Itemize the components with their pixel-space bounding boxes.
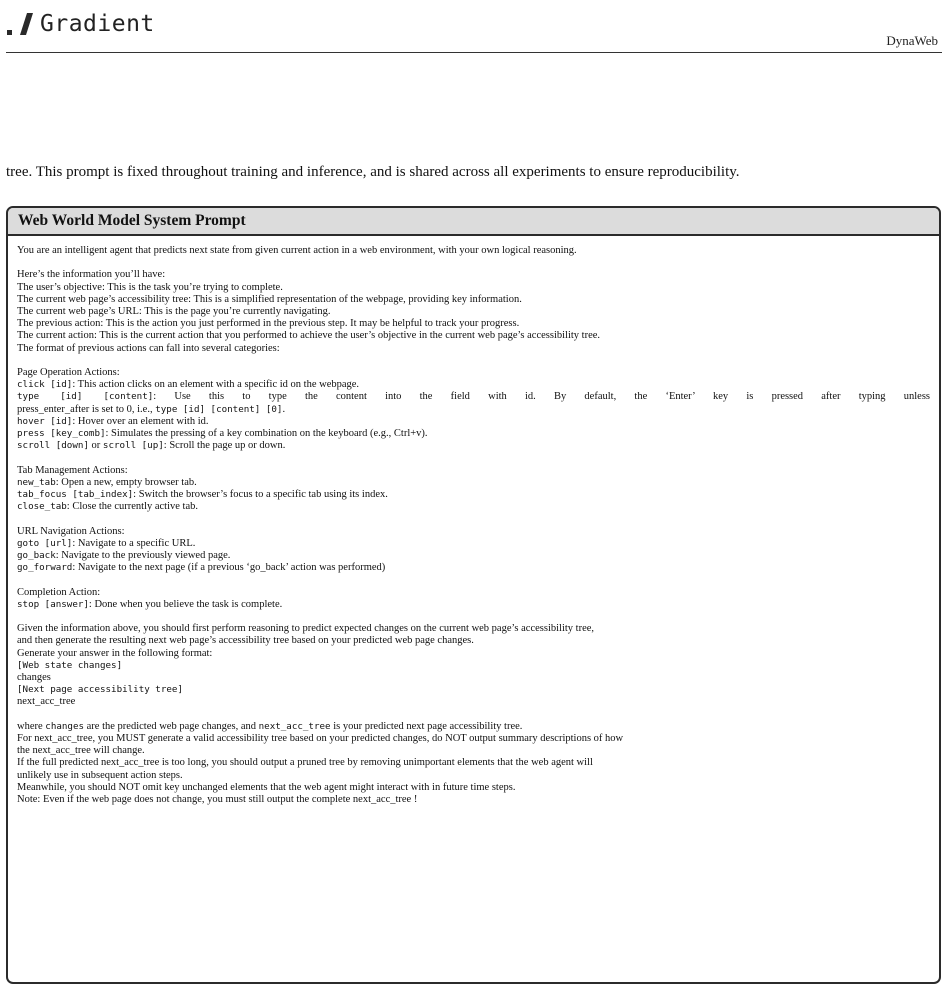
format-code-line: [Web state changes] [17, 659, 123, 671]
info-line: The current web page’s URL: This is the page you’re currently navigating. [17, 306, 331, 317]
action-code: close_tab [17, 501, 67, 513]
action-code: press [key_comb] [17, 428, 106, 440]
action-new-tab [17, 477, 930, 489]
action-desc: : Switch the browser’s focus to a specific tab using its index. [133, 489, 388, 501]
action-scroll [17, 440, 930, 452]
action-code: new_tab [17, 476, 56, 488]
info-line: The format of previous actions can fall into several categories: [17, 342, 280, 354]
closing-line: the next_acc_tree will change. [17, 745, 145, 757]
action-code: go_forward [17, 562, 73, 574]
header-rule [6, 52, 942, 53]
action-desc: : Done when you believe the task is complete. [88, 598, 283, 610]
format-code-line: [Next page accessibility tree] [17, 684, 183, 696]
action-desc: . [282, 403, 286, 415]
closing-code: changes [45, 720, 85, 732]
info-section [17, 269, 930, 354]
action-desc: : Hover over an element with id. [72, 415, 209, 427]
action-desc: : Scroll the page up or down. [163, 440, 286, 452]
info-line: The current action: This is the current action that you performed to achieve the user’s objective in the current web page’s accessibility tree. [17, 330, 601, 342]
action-tab-focus [17, 489, 930, 501]
closing-text: is your predicted next page accessibility tree. [330, 720, 523, 732]
action-stop [17, 599, 930, 611]
closing-line: unlikely use in subsequent action steps. [17, 769, 183, 781]
closing-line: Meanwhile, you should NOT omit key unchanged elements that the web agent might interact with in future time steps. [17, 781, 516, 793]
action-desc: : This action clicks on an element with a specific id on the webpage. [72, 379, 360, 391]
section-heading: Tab Management Actions: [17, 464, 128, 476]
closing-text: where [17, 720, 46, 732]
action-code: type [id] [content] [17, 391, 154, 403]
action-code: go_back [17, 550, 56, 562]
action-code: scroll [up] [102, 440, 164, 452]
action-click [17, 379, 930, 391]
output-format-section [17, 623, 930, 708]
closing-line: Note: Even if the web page does not change, you must still output the complete next_acc_tree ! [17, 794, 418, 806]
info-line: Here’s the information you’ll have: [17, 269, 166, 281]
format-line: next_acc_tree [17, 696, 76, 708]
url-navigation-section [17, 526, 930, 575]
format-line: and then generate the resulting next web page’s accessibility tree based on your predicted web page changes. [17, 635, 474, 647]
slash-logo-icon [6, 10, 34, 38]
action-desc: press_enter_after is set to 0, i.e., [17, 403, 156, 415]
gradient-logo [6, 8, 155, 40]
closing-line: If the full predicted next_acc_tree is too long, you should output a pruned tree by removing unimportant elements that the web agent will [17, 757, 593, 769]
system-prompt-box [6, 206, 941, 984]
action-desc: : Navigate to a specific URL. [72, 537, 196, 549]
section-heading: URL Navigation Actions: [17, 525, 125, 537]
info-line: The current web page’s accessibility tree: This is a simplified representation of the webpage, providing key information. [17, 293, 522, 305]
closing-code: next_acc_tree [258, 720, 331, 732]
info-line: The user’s objective: This is the task you’re trying to complete. [17, 281, 283, 293]
action-type [17, 391, 930, 403]
prompt-box-body [8, 236, 939, 806]
section-heading: Page Operation Actions: [17, 367, 120, 378]
action-code: type [id] [content] [0] [155, 403, 283, 415]
action-code: click [id] [17, 379, 73, 391]
tab-management-section [17, 465, 930, 514]
intro-paragraph: tree. This prompt is fixed throughout training and inference, and is shared across all experiments to ensure reproducibility. [6, 164, 740, 180]
action-code: goto [url] [17, 537, 73, 549]
format-line: Given the information above, you should first perform reasoning to predict expected changes on the current web page’s accessibility tree, [17, 623, 595, 635]
opening-paragraph [17, 245, 930, 257]
prompt-box-title: Web World Model System Prompt [8, 208, 939, 236]
section-heading: Completion Action: [17, 586, 101, 598]
closing-line: For next_acc_tree, you MUST generate a valid accessibility tree based on your predicted changes, do NOT output summary descriptions of how [17, 733, 624, 745]
action-code: hover [id] [17, 415, 73, 427]
action-type-continued [17, 404, 930, 416]
completion-section [17, 587, 930, 611]
closing-section [17, 721, 930, 806]
page-operation-section [17, 367, 930, 452]
action-go-forward [17, 562, 930, 574]
action-code: tab_focus [tab_index] [17, 489, 134, 501]
logo-text: Gradient [40, 11, 155, 37]
format-line: changes [17, 672, 51, 684]
info-line: The previous action: This is the action you just performed in the previous step. It may be helpful to track your progress. [17, 318, 520, 330]
action-close-tab [17, 501, 930, 513]
action-desc: : Use this to type the content into the field with id. By default, the ‘Enter’ key is pressed after typing unless [153, 391, 930, 403]
action-desc: or [88, 440, 103, 452]
action-desc: : Simulates the pressing of a key combination on the keyboard (e.g., Ctrl+v). [105, 428, 428, 440]
action-desc: : Navigate to the previously viewed page. [55, 550, 231, 562]
opening-line: You are an intelligent agent that predicts next state from given current action in a web environment, with your own logical reasoning. [17, 245, 577, 256]
action-desc: : Close the currently active tab. [66, 501, 199, 513]
action-hover [17, 416, 930, 428]
action-code: stop [answer] [17, 598, 89, 610]
action-press [17, 428, 930, 440]
closing-text: are the predicted web page changes, and [84, 720, 259, 732]
action-desc: : Open a new, empty browser tab. [55, 476, 197, 488]
action-goto [17, 538, 930, 550]
closing-where-line [17, 721, 930, 733]
format-line: Generate your answer in the following format: [17, 647, 213, 659]
running-head: DynaWeb [886, 33, 938, 48]
action-desc: : Navigate to the next page (if a previous ‘go_back’ action was performed) [72, 562, 386, 574]
action-go-back [17, 550, 930, 562]
action-code: scroll [down] [17, 440, 89, 452]
